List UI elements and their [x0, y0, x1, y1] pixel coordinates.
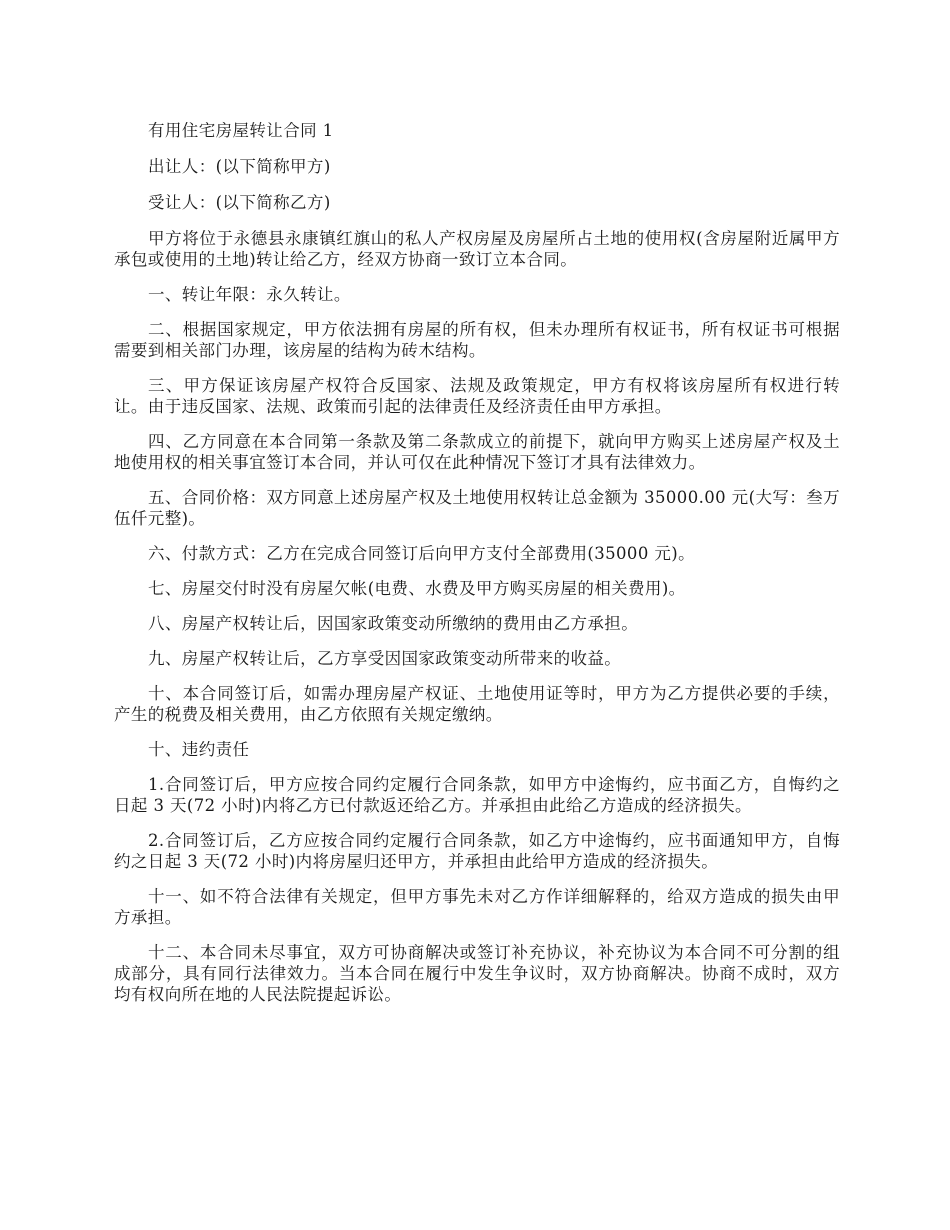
clause-11-liability: 十一、如不符合法律有关规定，但甲方事先未对乙方作详细解释的，给双方造成的损失由甲方承担。 [114, 887, 840, 927]
intro-paragraph: 甲方将位于永德县永康镇红旗山的私人产权房屋及房屋所占土地的使用权(含房屋附近属甲方承包或使用的土地)转让给乙方，经双方协商一致订立本合同。 [114, 229, 840, 269]
buyer-line: 受让人：(以下简称乙方) [148, 193, 331, 212]
clause-5-price: 五、合同价格：双方同意上述房屋产权及土地使用权转让总金额为 35000.00 元(大写：叁万伍仟元整)。 [114, 488, 840, 528]
contract-document [114, 120, 840, 1019]
clause-1-term: 一、转让年限：永久转让。 [148, 285, 351, 304]
clause-6-payment: 六、付款方式：乙方在完成合同签订后向甲方支付全部费用(35000 元)。 [148, 544, 696, 563]
clause-8-fees: 八、房屋产权转让后，因国家政策变动所缴纳的费用由乙方承担。 [148, 614, 639, 633]
clause-12-disputes: 十二、本合同未尽事宜，双方可协商解决或签订补充协议，补充协议为本合同不可分割的组成部分，具有同行法律效力。当本合同在履行中发生争议时，双方协商解决。协商不成时，双方均有权向所在地的人民法院提起诉讼。 [114, 943, 840, 1004]
clause-7-handover: 七、房屋交付时没有房屋欠帐(电费、水费及甲方购买房屋的相关费用)。 [148, 579, 686, 598]
document-title: 有用住宅房屋转让合同 1 [148, 121, 334, 140]
clause-9-benefits: 九、房屋产权转让后，乙方享受因国家政策变动所带来的收益。 [148, 649, 622, 668]
clause-10-certificates: 十、本合同签订后，如需办理房屋产权证、土地使用证等时，甲方为乙方提供必要的手续，产生的税费及相关费用，由乙方依照有关规定缴纳。 [114, 684, 840, 724]
seller-line: 出让人：(以下简称甲方) [148, 157, 331, 176]
clause-2-ownership: 二、根据国家规定，甲方依法拥有房屋的所有权，但未办理所有权证书，所有权证书可根据需要到相关部门办理，该房屋的结构为砖木结构。 [114, 320, 840, 360]
clause-3-guarantee: 三、甲方保证该房屋产权符合反国家、法规及政策规定，甲方有权将该房屋所有权进行转让。由于违反国家、法规、政策而引起的法律责任及经济责任由甲方承担。 [114, 376, 840, 416]
clause-4-agreement: 四、乙方同意在本合同第一条款及第二条款成立的前提下，就向甲方购买上述房屋产权及土地使用权的相关事宜签订本合同，并认可仅在此种情况下签订才具有法律效力。 [114, 432, 840, 472]
clause-breach-heading: 十、违约责任 [148, 740, 250, 759]
breach-item-2: 2.合同签订后，乙方应按合同约定履行合同条款，如乙方中途悔约，应书面通知甲方，自悔约之日起 3 天(72 小时)内将房屋归还甲方，并承担由此给甲方造成的经济损失。 [114, 831, 840, 871]
breach-item-1: 1.合同签订后，甲方应按合同约定履行合同条款，如甲方中途悔约，应书面乙方，自悔约之日起 3 天(72 小时)内将乙方已付款返还给乙方。并承担由此给乙方造成的经济损失。 [114, 775, 840, 815]
